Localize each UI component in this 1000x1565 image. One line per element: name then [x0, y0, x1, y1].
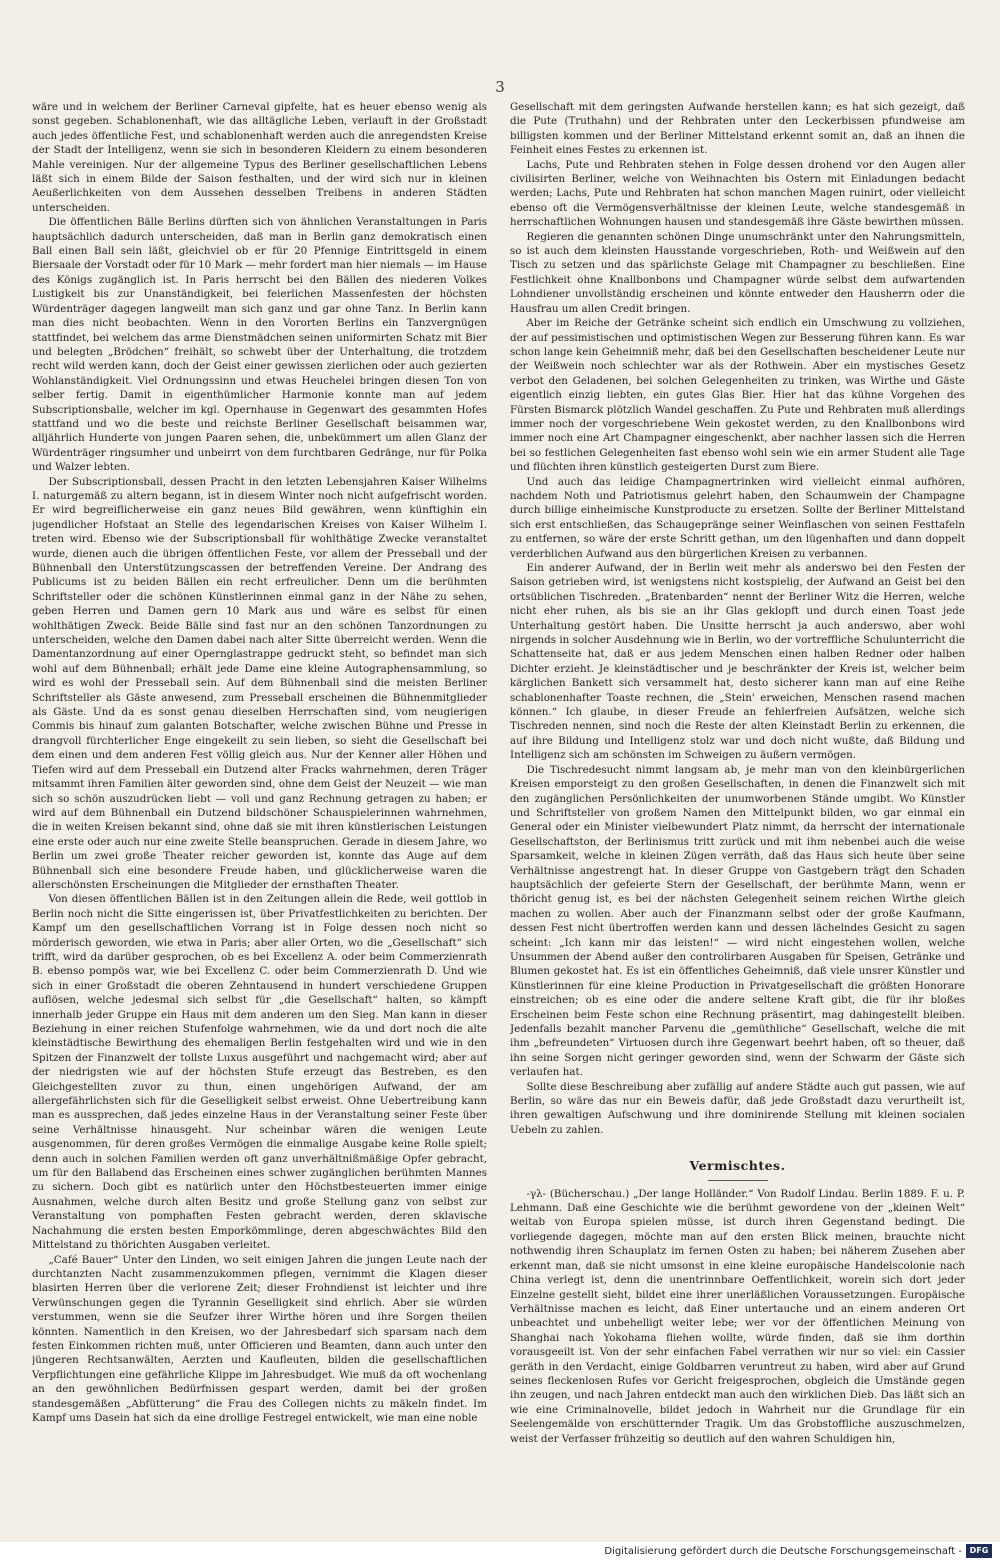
right-column — [510, 100, 965, 1495]
footer-credit: Digitalisierung gefördert durch die Deutsche Forschungsgemeinschaft - — [604, 1546, 962, 1557]
right-paragraph: Lachs, Pute und Rehbraten stehen in Folge dessen drohend vor den Augen aller civilisirten Berliner, welche von Weihnachten bis Ostern mit Einladungen bedacht werden; Lachs, Pute und Rehbraten hat schon manchen Magen ruinirt, oder vielleicht ebenso oft die Vermögensverhältnisse der kleinen Leute, welche standesgemäß in herrschaftlichen Wohnungen hausen und standesgemäß ihre Gäste bewirthen müssen. — [510, 158, 965, 229]
section-title-vermischtes: Vermischtes. — [689, 1158, 786, 1174]
page-number: 3 — [495, 78, 505, 96]
left-paragraph: Von diesen öffentlichen Bällen ist in den Zeitungen allein die Rede, weil gottlob in Berlin noch nicht die Sitte eingerissen ist, über Privatfestlichkeiten zu berichten. Der Kampf um den gesellschaftlichen Vorrang ist in Folge dessen noch nicht so mörderisch geworden, wie etwa in Paris; aber aller Orten, wo die „Gesellschaft“ sich trifft, wird da darüber gesprochen, ob es bei Excellenz A. oder beim Commerzienrath B. ebenso pompös war, wie bei Excellenz C. oder beim Commerzienrath D. Und wie sich in einer Großstadt die oberen Zehntausend in hundert verschiedene Gruppen auflösen, welche jedesmal sich selbst für „die Gesellschaft“ halten, so kämpft innerhalb jeder Gruppe ein Haus mit dem anderen um den Sieg. Man kann in dieser Beziehung in einer reichen Stufenfolge wahrnehmen, wie da und dort noch die alte kleinstädtische Bewirthung des ehemaligen Berlin festgehalten wird und wie in den Spitzen der Finanzwelt der tollste Luxus ausgeführt und nachgemacht wird; aber auf der niedrigsten wie auf der höchsten Stufe erzeugt das Bestreben, es den Gleichgestellten zuvor zu thun, einen ungehörigen Aufwand, der am allergefährlichsten sich für die Geselligkeit selbst erweist. Ohne Uebertreibung kann man es aussprechen, daß jedes einzelne Haus in der Veranstaltung seiner Feste über seine Verhältnisse hinausgeht. Nur scheinbar wären die wenigen Leute ausgenommen, für deren großes Vermögen die einmalige Ausgabe keine Rolle spielt; denn auch in solchen Familien werden oft ganz unverhältnißmäßige Opfer gebracht, um für den Ballabend das Erscheinen eines schwer zugänglichen berühmten Mannes zu sichern. Doch gibt es natürlich unter den Höchstbesteuerten immer einige Ausnahmen, welche durch alten Besitz und große Stellung ganz von selbst zur Veranstaltung von pomphaften Festen gebracht werden, deren sklavische Nachahmung die ersten besten Emporkömmlinge, deren abgeschwächtes Bild den Mittelstand zu thörichten Ausgaben verleitet. — [32, 893, 487, 1252]
right-paragraph: Regieren die genannten schönen Dinge unumschränkt unter den Nahrungsmitteln, so ist auch dem kleinsten Hausstande vorgeschrieben, Roth- und Weißwein auf den Tisch zu setzen und das spärlichste Gelage mit Champagner zu beschließen. Eine Festlichkeit ohne Knallbonbons und Champagner würde selbst dem aufwartenden Lohndiener unvollständig erscheinen und könnte entweder den Hausherrn oder die Hausfrau um allen Credit bringen. — [510, 230, 965, 315]
dfg-logo: DFG — [966, 1544, 992, 1558]
right-paragraph: Und auch das leidige Champagnertrinken wird vielleicht einmal aufhören, nachdem Noth und Patriotismus gelehrt haben, den Schaumwein der Champagne durch billige einheimische Kunstproducte zu ersetzen. Sollte der Berliner Mittelstand sich erst entschließen, das Schaugepränge seiner Weinflaschen von seinen Festtafeln zu entfernen, so wäre der erste Schritt gethan, um den lügenhaften und dann doppelt verderblichen Aufwand aus den bürgerlichen Kreisen zu verbannen. — [510, 475, 965, 560]
left-paragraph: „Café Bauer“ Unter den Linden, wo seit einigen Jahren die jungen Leute nach der durchtanzten Nacht zusammenzukommen pflegen, vernimmt die Klagen dieser blasirten Herren über die verlorene Zeit; dieser Frohndienst ist leichter und ihre Verwünschungen gegen die Tyrannin Geselligkeit sind ehrlich. Aber sie würden verstummen, wenn sie die Seufzer ihrer Wirthe hören und ihre Sorgen theilen könnten. Namentlich in den Kreisen, wo der Jahresbedarf sich sparsam nach dem festen Einkommen richten muß, unter Officieren und Beamten, dann auch unter den jüngeren Rechtsanwälten, Aerzten und Kaufleuten, bilden die gesellschaftlichen Verpflichtungen eine gefährliche Klippe im Jahresbudget. Wie muß da oft wochenlang an den gewöhnlichen Bedürfnissen gespart werden, damit bei der großen standesgemäßen „Abfütterung“ die Frau des Collegen nichts zu mäkeln findet. Im Kampf ums Dasein hat sich da eine drollige Festregel entwickelt, wie man eine noble — [32, 1253, 487, 1424]
left-paragraph: Die öffentlichen Bälle Berlins dürften sich von ähnlichen Veranstaltungen in Paris hauptsächlich dadurch unterscheiden, daß man in Berlin ganz demokratisch einen Ball einen Ball sein läßt, gleichviel ob er für 20 Pfennige Eintrittsgeld in einem Biersaale der Vorstadt oder für 10 Mark — mehr fordert man hier niemals — im Hause des Königs zugänglich ist. In Paris herrscht bei den Bällen des niederen Volkes Lustigkeit bis zur Unanständigkeit, bei feierlichen Massenfesten der höchsten Würdenträger dagegen langweilt man sich ganz und gar ohne Tanz. In Berlin kann man dies nicht beobachten. Wenn in den Vororten Berlins ein Tanzvergnügen stattfindet, bei welchem das arme Dienstmädchen seinen uniformirten Schatz mit Bier und belegten „Brödchen“ freihält, so schwebt über der Unterhaltung, die trotzdem recht wild werden kann, doch der Geist einer gewissen zierlichen oder auch gezierten Wohlanständigkeit. Viel Ordnungssinn und etwas Heuchelei bringen diesen Ton von selber fertig. Damit in eigenthümlicher Harmonie konnte man auf jedem Subscriptionsballe, welcher im kgl. Opernhause in Gegenwart des gesammten Hofes stattfand und wo die beste und reichste Berliner Gesellschaft beisammen war, alljährlich Hunderte von jungen Paaren sehen, die, unbekümmert um allen Glanz der Würdenträger ringsumher und unbeirrt von dem furchtbaren Gedränge, nur für Polka und Walzer lebten. — [32, 216, 487, 474]
right-paragraph: Ein anderer Aufwand, der in Berlin weit mehr als anderswo bei den Festen der Saison getrieben wird, ist wenigstens nicht kostspielig, der Aufwand an Geist bei den ortsüblichen Tischreden. „Bratenbarden“ nennt der Berliner Witz die Herren, welche nicht eher ruhen, als bis sie an ihr Glas geklopft und durch einen Toast jede Unterhaltung gestört haben. Die Unsitte herrscht ja auch anderswo, aber wohl nirgends in solcher Ausdehnung wie in Berlin, wo der vortreffliche Schulunterricht die Schattenseite hat, daß er aus jedem Menschen einen halben Redner oder halben Dichter erzieht. Je kleinstädtischer und je beschränkter der Kreis ist, welcher beim kärglichen Bankett sich versammelt hat, desto sicherer kann man auf eine Reihe schablonenhafter Toaste rechnen, die „Stein' erweichen, Menschen rasend machen können.“ Ich glaube, in dieser Freude an fehlerfreien Aufsätzen, welche sich Tischreden nennen, sind noch die Reste der alten Kleinstadt Berlin zu erkennen, die auf ihre Bildung und Intelligenz stolz war und doch nicht wußte, daß Bildung und Intelligenz sich am schönsten im Schweigen zu äußern vermögen. — [510, 562, 965, 762]
right-paragraph: Die Tischredesucht nimmt langsam ab, je mehr man von den kleinbürgerlichen Kreisen emporsteigt zu den großen Gesellschaften, in denen die Finanzwelt sich mit den zugänglichen Persönlichkeiten der unumworbenen Stände umgibt. Wo Künstler und Schriftsteller von großem Namen den Mittelpunkt bilden, wo gar einmal ein General oder ein Minister vielbewundert Platz nimmt, da herrscht der internationale Gesellschaftston, der Berlinismus tritt zurück und mit ihm nebenbei auch die weise Sparsamkeit, welche in kleinen Zügen verräth, daß das Haus sich heute über seine Verhältnisse angestrengt hat. In dieser Gruppe von Gastgebern trägt den Schaden hauptsächlich der gefeierte Stern der Gesellschaft, der berühmte Mann, wenn er thöricht genug ist, es bei der nächsten Gelegenheit seinem reichen Wirthe gleich machen zu wollen. Aber auch der Finanzmann selbst oder der große Kaufmann, dessen Fest nicht übertroffen werden kann und dessen lächelndes Gesicht zu sagen scheint: „Ich kann mir das leisten!“ — wird nicht eingestehen wollen, welche Unsummen der Abend außer den controlirbaren Ausgaben für Speisen, Getränke und Blumen gekostet hat. Es ist ein öffentliches Geheimniß, daß viele unsrer Künstler und Künstlerinnen für eine kleine Production in Privatgesellschaft die größten Honorare einstreichen; ob es eine oder die andere seltene Kraft gibt, die für ihr bloßes Erscheinen beim Feste schon eine Rechnung präsentirt, mag dahingestellt bleiben. Jedenfalls bezahlt mancher Parvenu die „gemüthliche“ Gesellschaft, welche die mit ihm „befreundeten“ Virtuosen durch ihre Gegenwart beehrt haben, oft so theuer, daß ihn seine Sorgen nicht geringer geworden sind, wenn der Schwarm der Gäste sich verlaufen hat. — [510, 763, 965, 1079]
left-paragraph: wäre und in welchem der Berliner Carneval gipfelte, hat es heuer ebenso wenig als sonst gegeben. Schablonenhaft, wie das alltägliche Leben, verlauft in der Großstadt auch jedes öffentliche Fest, und schablonenhaft werden auch die anregendsten Kreise der Stadt der Intelligenz, wenn sie sich in besonderen Kleidern zu einem besonderen Mahle vereinigen. Nur der allgemeine Typus des Berliner gesellschaftlichen Lebens läßt sich in einem Bilde der Saison festhalten, und der wird sich nur in kleinen Aeußerlichkeiten von dem Aussehen desselben Treibens in anderen Städten unterscheiden. — [32, 101, 487, 214]
right-paragraph: Aber im Reiche der Getränke scheint sich endlich ein Umschwung zu vollziehen, der auf pessimistischen und optimistischen Wegen zur Besserung führen kann. Es war schon lange kein Geheimniß mehr, daß bei den Gesellschaften bescheidener Leute nur der Weißwein noch schlechter war als der Rothwein. Aber ein mystisches Gesetz verbot den Geladenen, bei solchen Gelegenheiten zu trinken, was Wirthe und Gäste eigentlich einzig liebten, ein gutes Glas Bier. Hier hat das kühne Vorgehen des Fürsten Bismarck plötzlich Wandel geschaffen. Zu Pute und Rehbraten muß allerdings immer noch der vorgeschriebene Wein gekostet werden, zu den Knallbonbons wird immer noch eine Art Champagner eingeschenkt, aber nachher lassen sich die Herren bei so festlichen Gelegenheiten fast ebenso wohl sein wie ein armer Student alle Tage und flüchten ihren künstlich gesteigerten Durst zum Biere. — [510, 317, 965, 474]
left-column — [32, 100, 487, 1495]
right-paragraph: Gesellschaft mit dem geringsten Aufwande herstellen kann; es hat sich gezeigt, daß die Pute (Truthahn) und der Rehbraten unter den Leckerbissen pfundweise am billigsten kommen und der Berliner Mittelstand erkennt somit an, daß an ihnen die Feinheit eines Festes zu erkennen ist. — [510, 101, 965, 157]
left-paragraph: Der Subscriptionsball, dessen Pracht in den letzten Lebensjahren Kaiser Wilhelms I. naturgemäß zu altern begann, ist in diesem Winter noch nicht aufgefrischt worden. Er wird begreiflicherweise ein ganz neues Bild gewähren, wenn künftighin ein jugendlicher Hofstaat an Stelle des legendarischen Kreises von Kaiser Wilhelm I. treten wird. Ebenso wie der Subscriptionsball für wohlthätige Zwecke veranstaltet wurde, dienen auch die übrigen öffentlichen Feste, vor allem der Presseball und der Bühnenball den Unterstützungscassen der betreffenden Vereine. Der Andrang des Publicums ist zu beiden Bällen ein recht erfreulicher. Denn um die berühmten Schriftsteller oder die schönen Künstlerinnen einmal ganz in der Nähe zu sehen, geben Herren und Damen gern 10 Mark aus und wäre es selbst für einen wohlthätigen Zweck. Beide Bälle sind fast nur an den schönen Tanzordnungen zu unterscheiden, welche den Damen dabei nach alter Sitte überreicht werden. Wenn die Damentanzordnung auf einer Opernglastrappe gedruckt steht, so befindet man sich wohl auf dem Bühnenball; erhält jede Dame eine kleine Autographensammlung, so wird es wohl der Presseball sein. Auf dem Bühnenball sind die meisten Berliner Schriftsteller als Gäste anwesend, zum Presseball erscheinen die Bühnenmitglieder als Gäste. Und da es sonst genau dieselben Herrschaften sind, vom neugierigen Commis bis hinauf zum galanten Botschafter, welche zwischen Bühne und Presse in drangvoll fürchterlicher Enge eingekeilt zu sein lieben, so sieht die Gesellschaft bei dem einen und dem anderen Fest völlig gleich aus. Nur der Kenner aller Höhen und Tiefen wird auf dem Presseball ein Dutzend alter Fracks wahrnehmen, deren Träger mitsammt ihren Familien älter geworden sind, ohne dem Geist der Neuzeit — wie man sich so schön auszudrücken liebt — voll und ganz Rechnung getragen zu haben; er wird auf dem Bühnenball ein Dutzend bildschöner Schauspielerinnen wahrnehmen, die in weiten Kreisen bekannt sind, ohne daß sie mit ihren künstlerischen Leistungen eine erste oder auch nur eine zweite Stelle beanspruchen. Gerade in diesem Jahre, wo Berlin um zwei große Theater reicher geworden ist, konnte das Auge auf dem Bühnenball sich eine besondere Freude haben, und glücklicherweise waren die allerschönsten Erscheinungen die Mitglieder der ernsthaften Theater. — [32, 475, 487, 891]
section-divider — [708, 1180, 768, 1181]
vermischtes-paragraph: -γλ- (Bücherschau.) „Der lange Holländer.“ Von Rudolf Lindau. Berlin 1889. F. u. P. Lehmann. Daß eine Geschichte wie die berühmt gewordene von der „kleinen Welt“ weitab von Europa spielen müsse, ist durch ihren Gegenstand bedingt. Die vorliegende dagegen, möchte man auf den ersten Blick meinen, brauchte nicht nothwendig ihren Schauplatz im fernen Osten zu haben; bei näherem Zusehen aber erkennt man, daß sie nicht umsonst in eine kleine europäische Handelscolonie nach China verlegt ist, denn die unentrinnbare Oeffentlichkeit, worein sich dort jeder Einzelne gestellt sieht, bildet eine ihrer unerläßlichen Voraussetzungen. Europäische Verhältnisse machen es leicht, daß Einer untertauche und an einem anderen Ort unbeachtet und unbehelligt weiter lebe; wer vor der öffentlichen Meinung von Shanghai nach Yokohama fliehen wollte, würde finden, daß sie ihm dorthin vorausgeeilt ist. Von der sehr einfachen Fabel verrathen wir nur so viel: ein Cassier geräth in den Verdacht, einige Goldbarren veruntreut zu haben, wird aber auf Grund seines fleckenlosen Rufes vor Gericht freigesprochen, obgleich die Umstände gegen ihn zeugen, und nach Jahren entdeckt man auch den wirklichen Dieb. Das läßt sich an wie eine Criminalnovelle, bildet jedoch in Wahrheit nur die Grundlage für ein Seelengemälde von erschütternder Tragik. Um das Grobstoffliche auszuschmelzen, weist der Verfasser frühzeitig so deutlich auf den wahren Schuldigen hin, — [510, 1187, 965, 1445]
right-paragraph: Sollte diese Beschreibung aber zufällig auf andere Städte auch gut passen, wie auf Berlin, so wäre das nur ein Beweis dafür, daß jede Großstadt dazu verurtheilt ist, ihren gewaltigen Aufschwung und ihre dominirende Stellung mit kleinen socialen Uebeln zu zahlen. — [510, 1080, 965, 1136]
